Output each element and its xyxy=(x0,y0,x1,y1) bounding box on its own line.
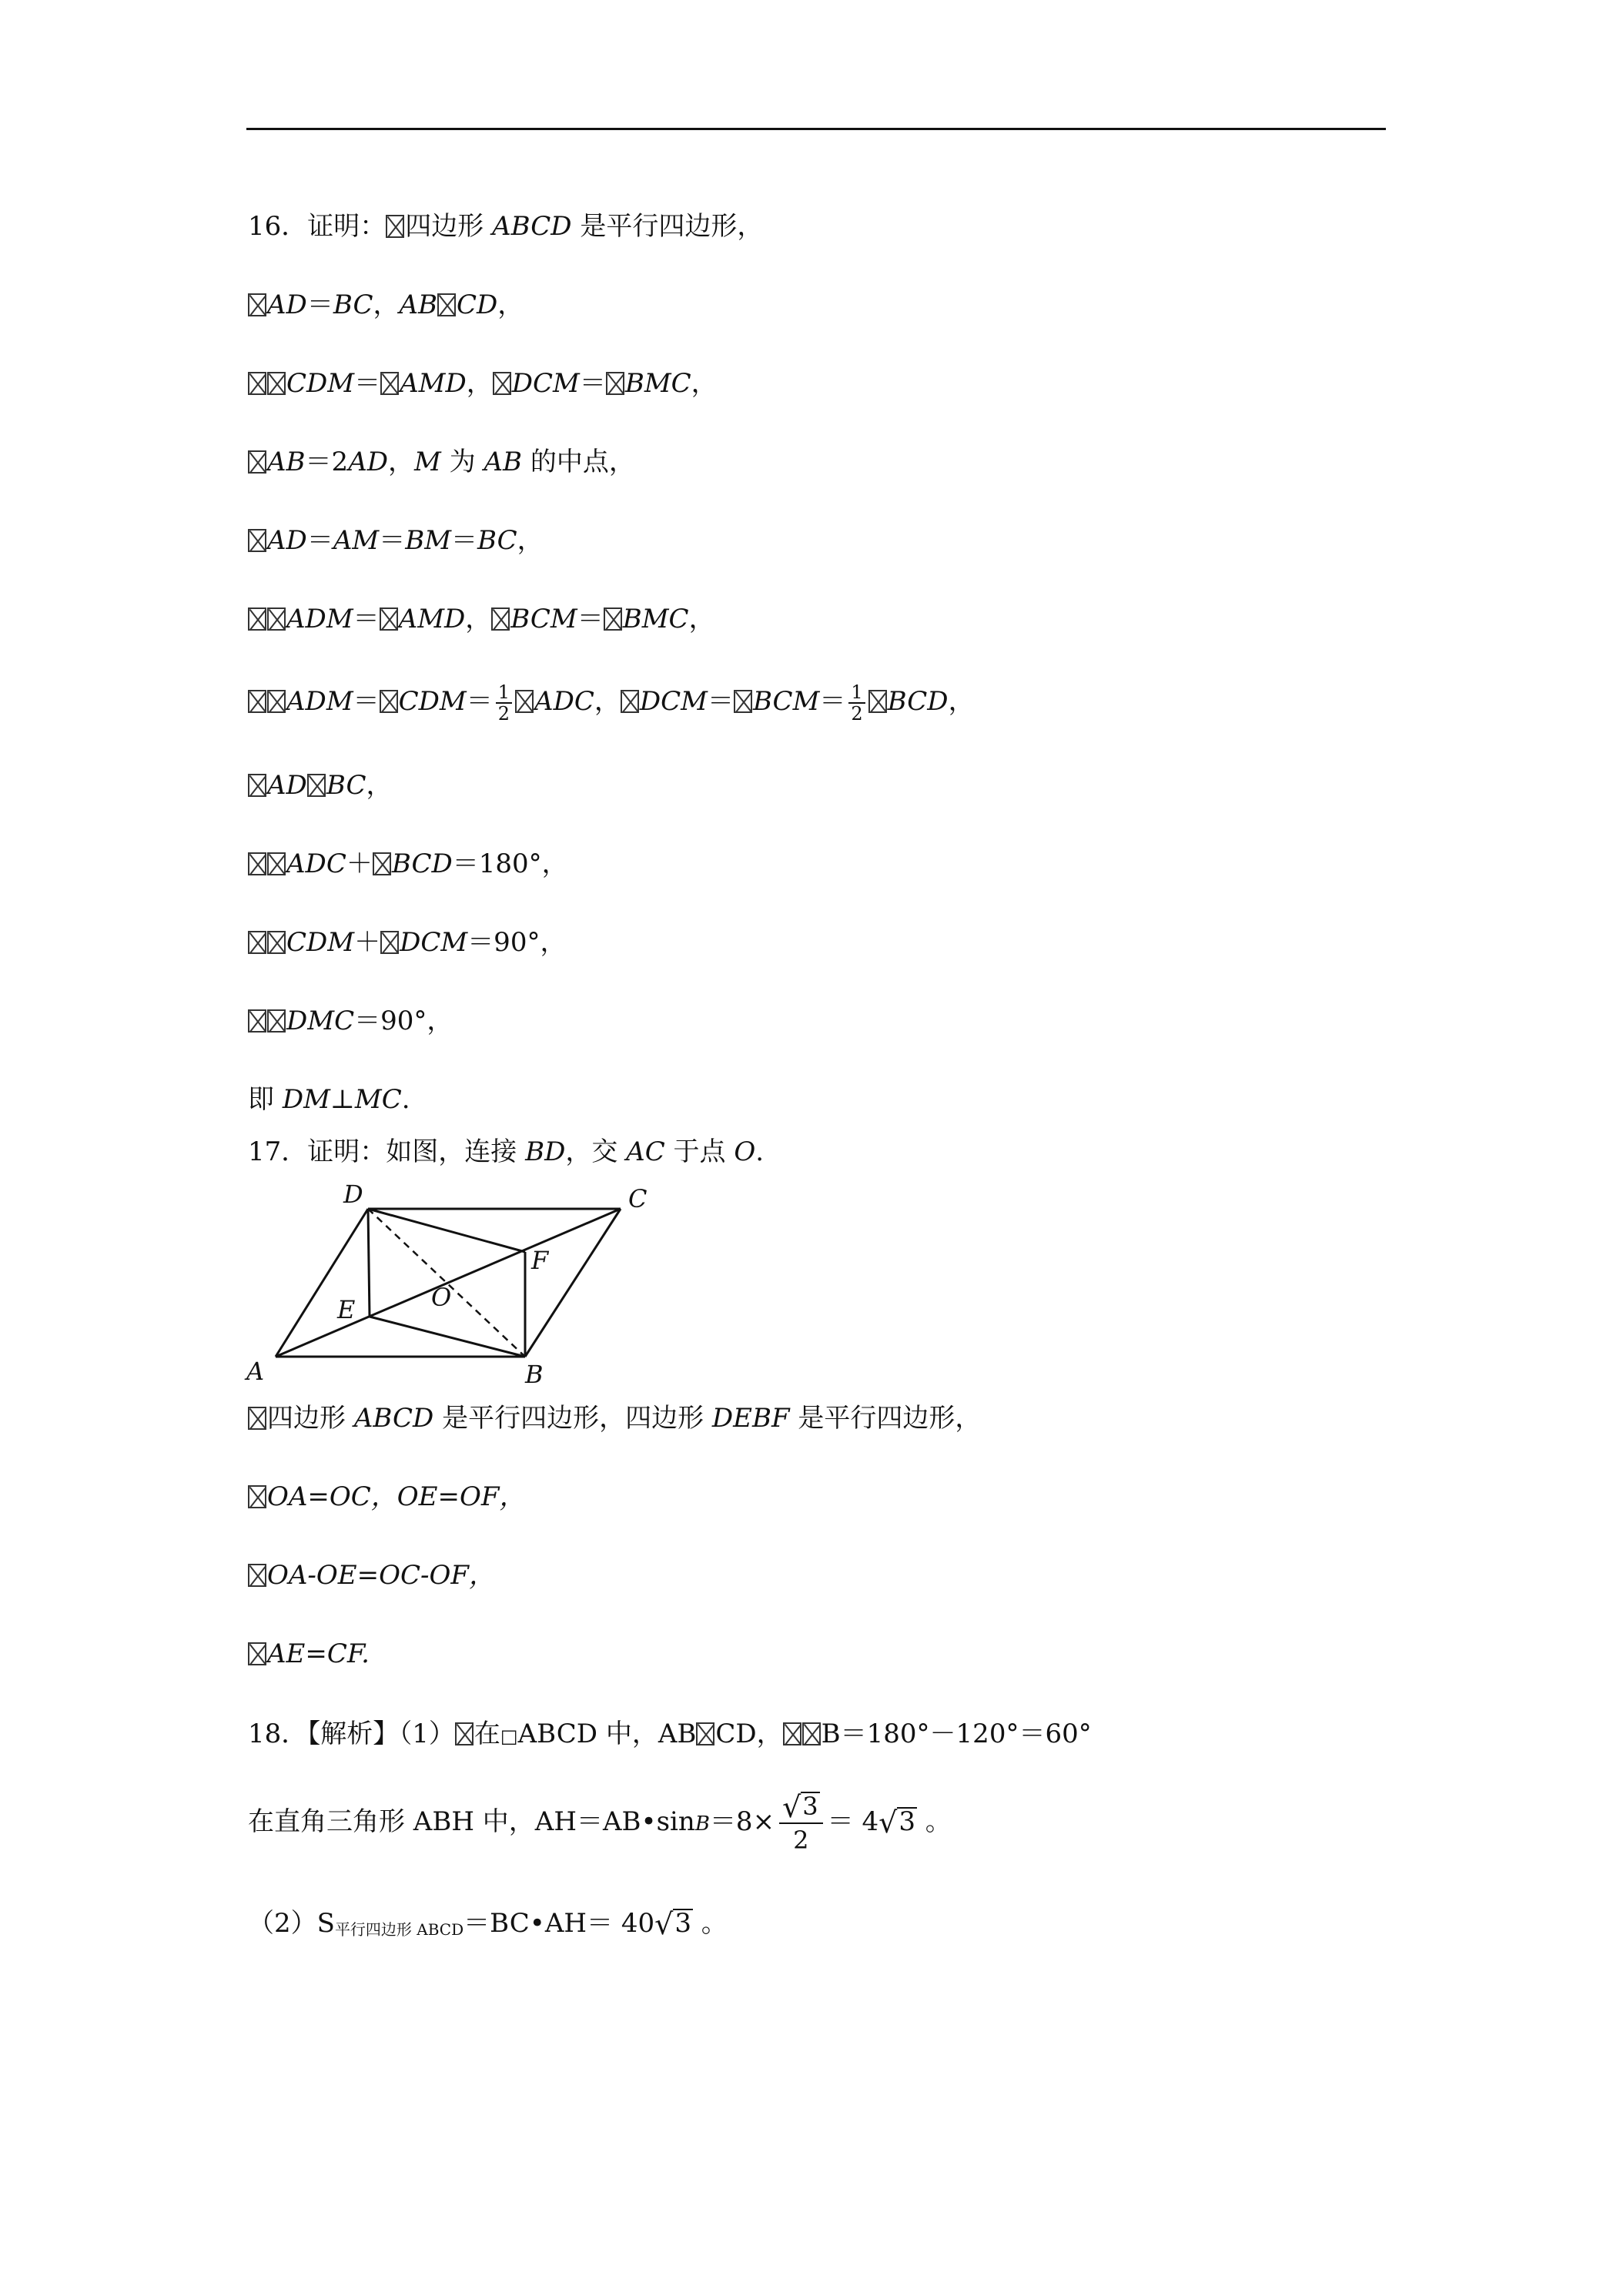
missing-glyph-icon xyxy=(248,1407,266,1430)
label-c: C xyxy=(628,1184,648,1213)
fraction-sqrt3-over-2: $\frac{√3}{2}$ xyxy=(779,1790,823,1856)
missing-glyph-icon xyxy=(802,1722,821,1745)
q18-line-3: $(2)S_{平行四边形 ABCD}=BC•AH= 40√3$ 。 xyxy=(248,1907,728,1941)
missing-glyph-icon xyxy=(248,529,266,552)
missing-glyph-icon xyxy=(248,931,266,954)
q16-line-9: ADC＋ BCD＝180°， xyxy=(248,847,568,881)
missing-glyph-icon xyxy=(868,690,887,713)
parallelogram-figure xyxy=(239,1178,670,1386)
missing-glyph-icon xyxy=(248,690,266,713)
header-rule xyxy=(246,128,1386,130)
missing-glyph-icon xyxy=(493,372,511,395)
sqrt-three: √3 xyxy=(878,1806,915,1839)
sqrt-three: √3 xyxy=(654,1907,691,1941)
q16-line-5: AD＝AM＝BM＝BC， xyxy=(248,524,544,557)
segment-eb xyxy=(370,1317,525,1357)
q17-line-3: OA-OE=OC-OF， xyxy=(248,1558,495,1592)
missing-glyph-icon xyxy=(267,372,286,395)
missing-glyph-icon xyxy=(455,1722,474,1745)
missing-glyph-icon xyxy=(373,852,391,875)
q16-line-12: 即 DM⊥MC. xyxy=(248,1084,410,1115)
q17-header: 17．证明：如图，连接 BD，交 AC 于点 O. xyxy=(248,1136,765,1167)
segment-fd xyxy=(368,1209,525,1252)
missing-glyph-icon xyxy=(380,931,399,954)
q16-line-2: AD＝BC，AB CD， xyxy=(248,288,524,322)
q17-line-4: AE=CF. xyxy=(248,1637,370,1671)
side-da xyxy=(276,1209,368,1357)
missing-glyph-icon xyxy=(267,852,286,875)
missing-glyph-icon xyxy=(267,690,286,713)
segment-de xyxy=(368,1209,370,1317)
fraction-one-half: $\frac{1}{2}$ xyxy=(496,682,512,724)
q17-line-1: 四边形 ABCD 是平行四边形，四边形 DEBF 是平行四边形， xyxy=(248,1401,981,1435)
q16-line-10: CDM＋ DCM＝90°， xyxy=(248,925,566,959)
missing-glyph-icon xyxy=(267,931,286,954)
label-e: E xyxy=(337,1295,356,1324)
missing-glyph-icon xyxy=(380,690,398,713)
fraction-one-half: $\frac{1}{2}$ xyxy=(848,682,865,724)
q16-line-6: ADM＝ AMD， BCM＝ BMC， xyxy=(248,602,715,636)
missing-glyph-icon xyxy=(491,607,510,631)
label-f: F xyxy=(531,1246,549,1275)
missing-glyph-icon xyxy=(248,852,266,875)
missing-glyph-icon xyxy=(248,607,266,631)
missing-glyph-icon xyxy=(386,215,404,238)
missing-glyph-icon xyxy=(604,607,622,631)
missing-glyph-icon xyxy=(734,690,752,713)
q16-line-1: 16．证明： 四边形 ABCD 是平行四边形， xyxy=(248,211,764,242)
q18-line-2: 在直角三角形 ABH 中，AH＝AB•sinB＝8× $\frac{√3}{2}$ ＝ 4√3 。 xyxy=(248,1785,952,1861)
q16-line-3: CDM＝ AMD， DCM＝ BMC， xyxy=(248,366,718,400)
missing-glyph-icon xyxy=(248,1564,266,1587)
missing-glyph-icon xyxy=(380,372,399,395)
label-o: O xyxy=(431,1283,452,1312)
missing-glyph-icon xyxy=(248,1485,266,1508)
missing-glyph-icon xyxy=(248,1642,266,1665)
missing-glyph-icon xyxy=(783,1722,801,1745)
q18-line-1: 18．【解析】（1） 在□ABCD 中，AB CD， B＝180°－120°＝60° xyxy=(248,1719,1092,1749)
missing-glyph-icon xyxy=(248,450,266,474)
missing-glyph-icon xyxy=(606,372,624,395)
missing-glyph-icon xyxy=(248,1009,266,1033)
q16-line-11: DMC＝90°， xyxy=(248,1004,453,1038)
q16-line-7: ADM＝ CDM＝ $\frac{1}{2}$ ADC， DCM＝ BCM＝ $\frac{1}{2}$ BCD， xyxy=(248,681,975,724)
missing-glyph-icon xyxy=(267,1009,286,1033)
missing-glyph-icon xyxy=(267,607,286,631)
missing-glyph-icon xyxy=(248,293,266,316)
missing-glyph-icon xyxy=(307,774,326,797)
q17-line-2: OA=OC，OE=OF， xyxy=(248,1480,525,1514)
side-bc xyxy=(525,1209,621,1357)
label-b: B xyxy=(525,1360,544,1386)
label-d: D xyxy=(343,1180,363,1209)
missing-glyph-icon xyxy=(696,1722,714,1745)
q16-line-4: AB＝2AD，M 为 AB 的中点， xyxy=(248,445,635,479)
missing-glyph-icon xyxy=(380,607,398,631)
label-a: A xyxy=(246,1357,265,1386)
missing-glyph-icon xyxy=(248,774,266,797)
q16-line-8: AD BC， xyxy=(248,768,392,802)
missing-glyph-icon xyxy=(437,293,456,316)
missing-glyph-icon xyxy=(515,690,534,713)
missing-glyph-icon xyxy=(248,372,266,395)
missing-glyph-icon xyxy=(621,690,639,713)
